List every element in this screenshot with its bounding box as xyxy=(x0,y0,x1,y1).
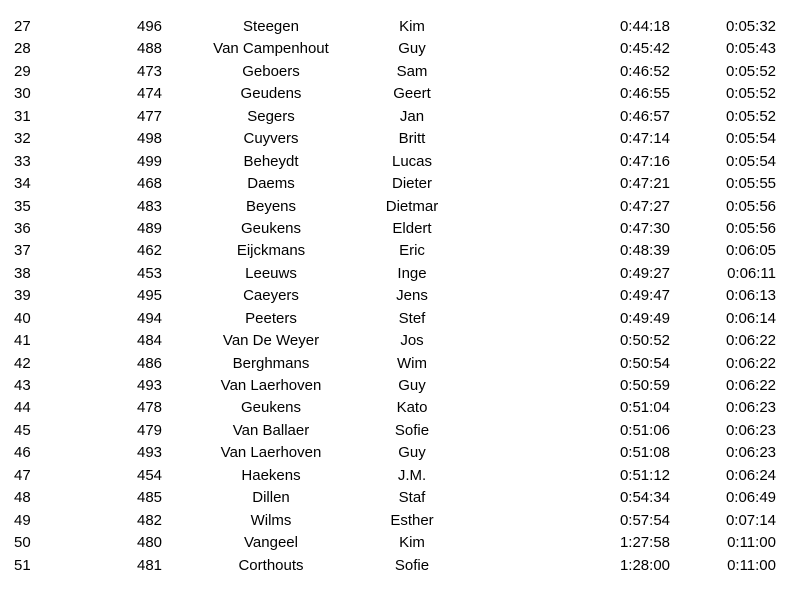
place-cell: 32 xyxy=(14,130,31,148)
last-name-cell: Cuyvers xyxy=(243,130,299,148)
last-name-cell: Caeyers xyxy=(243,287,299,305)
place-cell: 36 xyxy=(14,219,31,237)
bib-cell: 493 xyxy=(137,377,163,394)
time-cell: 0:50:54 xyxy=(619,354,670,372)
bib-cell: 454 xyxy=(137,466,163,484)
last-name-cell: Geukens xyxy=(240,399,302,417)
table-row xyxy=(0,218,807,240)
place-cell: 44 xyxy=(14,399,31,417)
last-name-cell: Leeuws xyxy=(245,264,297,282)
first-name-cell: Sofie xyxy=(394,421,430,439)
table-row xyxy=(0,510,807,532)
table-row xyxy=(0,128,807,150)
table-row xyxy=(0,487,807,509)
place-cell: 45 xyxy=(14,421,31,439)
first-name-cell: Dietmar xyxy=(385,197,439,215)
bib-cell: 478 xyxy=(137,399,163,417)
place-cell: 28 xyxy=(14,40,31,58)
last-name-cell: Beheydt xyxy=(243,152,299,170)
pace-cell: 0:06:13 xyxy=(725,287,776,305)
pace-cell: 0:06:49 xyxy=(725,489,776,507)
first-name-cell: J.M. xyxy=(397,466,427,484)
last-name-cell: Van Campenhout xyxy=(213,40,329,58)
last-name-cell: Geboers xyxy=(242,62,300,80)
time-cell: 0:47:27 xyxy=(619,197,670,215)
table-row xyxy=(0,83,807,105)
time-cell: 0:46:52 xyxy=(619,62,670,80)
place-cell: 51 xyxy=(14,556,31,574)
place-cell: 39 xyxy=(14,287,31,305)
bib-cell: 473 xyxy=(137,62,163,80)
table-row xyxy=(0,106,807,128)
time-cell: 0:47:21 xyxy=(619,175,670,193)
table-row xyxy=(0,38,807,60)
pace-cell: 0:06:14 xyxy=(725,309,776,327)
first-name-cell: Eric xyxy=(399,242,425,260)
bib-cell: 481 xyxy=(137,556,163,574)
bib-cell: 499 xyxy=(137,152,163,170)
time-cell: 0:54:34 xyxy=(619,489,670,507)
table-row xyxy=(0,173,807,195)
first-name-cell: Geert xyxy=(393,85,431,103)
first-name-cell: Inge xyxy=(397,264,427,282)
bib-cell: 494 xyxy=(137,309,163,327)
table-row xyxy=(0,420,807,442)
table-row xyxy=(0,196,807,218)
time-cell: 0:49:27 xyxy=(619,264,670,282)
last-name-cell: Haekens xyxy=(241,466,301,484)
time-cell: 1:27:58 xyxy=(619,534,670,552)
pace-cell: 0:06:22 xyxy=(725,332,776,350)
table-row xyxy=(0,330,807,352)
bib-cell: 485 xyxy=(137,489,163,507)
bib-cell: 496 xyxy=(137,18,163,35)
bib-cell: 498 xyxy=(137,130,163,148)
place-cell: 48 xyxy=(14,489,31,507)
last-name-cell: Berghmans xyxy=(232,354,310,372)
last-name-cell: Peeters xyxy=(245,309,297,327)
place-cell: 35 xyxy=(14,197,31,215)
pace-cell: 0:05:52 xyxy=(725,62,776,80)
place-cell: 31 xyxy=(14,107,31,125)
first-name-cell: Dieter xyxy=(391,175,433,193)
pace-cell: 0:06:23 xyxy=(725,444,776,462)
time-cell: 0:49:49 xyxy=(619,309,670,327)
last-name-cell: Daems xyxy=(247,175,295,193)
bib-cell: 477 xyxy=(137,107,163,125)
bib-cell: 488 xyxy=(137,40,163,58)
results-table xyxy=(0,16,807,577)
bib-cell: 453 xyxy=(137,264,163,282)
first-name-cell: Kim xyxy=(399,534,425,552)
pace-cell: 0:06:24 xyxy=(725,466,776,484)
time-cell: 0:50:59 xyxy=(619,377,670,394)
table-row xyxy=(0,397,807,419)
table-row xyxy=(0,532,807,554)
place-cell: 47 xyxy=(14,466,31,484)
first-name-cell: Sofie xyxy=(394,556,430,574)
table-row xyxy=(0,16,807,38)
pace-cell: 0:06:05 xyxy=(725,242,776,260)
first-name-cell: Jan xyxy=(399,107,425,125)
place-cell: 43 xyxy=(14,377,31,394)
time-cell: 0:49:47 xyxy=(619,287,670,305)
table-row xyxy=(0,263,807,285)
first-name-cell: Stef xyxy=(398,309,426,327)
bib-cell: 482 xyxy=(137,511,163,529)
last-name-cell: Van Laerhoven xyxy=(220,377,322,394)
place-cell: 40 xyxy=(14,309,31,327)
last-name-cell: Corthouts xyxy=(238,556,304,574)
time-cell: 0:46:57 xyxy=(619,107,670,125)
first-name-cell: Guy xyxy=(398,444,426,462)
last-name-cell: Steegen xyxy=(243,18,299,35)
bib-cell: 486 xyxy=(137,354,163,372)
last-name-cell: Vangeel xyxy=(244,534,298,552)
last-name-cell: Beyens xyxy=(245,197,297,215)
first-name-cell: Guy xyxy=(398,377,426,394)
place-cell: 42 xyxy=(14,354,31,372)
place-cell: 29 xyxy=(14,62,31,80)
place-cell: 34 xyxy=(14,175,31,193)
time-cell: 0:44:18 xyxy=(619,18,670,35)
bib-cell: 468 xyxy=(137,175,163,193)
first-name-cell: Lucas xyxy=(391,152,433,170)
last-name-cell: Geukens xyxy=(240,219,302,237)
pace-cell: 0:07:14 xyxy=(725,511,776,529)
place-cell: 49 xyxy=(14,511,31,529)
bib-cell: 489 xyxy=(137,219,163,237)
first-name-cell: Jens xyxy=(396,287,428,305)
bib-cell: 483 xyxy=(137,197,163,215)
place-cell: 37 xyxy=(14,242,31,260)
bib-cell: 462 xyxy=(137,242,163,260)
bib-cell: 479 xyxy=(137,421,163,439)
table-row xyxy=(0,442,807,464)
table-row xyxy=(0,465,807,487)
time-cell: 0:51:08 xyxy=(619,444,670,462)
pace-cell: 0:05:52 xyxy=(725,107,776,125)
pace-cell: 0:05:54 xyxy=(725,130,776,148)
pace-cell: 0:06:22 xyxy=(725,377,776,394)
place-cell: 50 xyxy=(14,534,31,552)
pace-cell: 0:06:23 xyxy=(725,421,776,439)
first-name-cell: Wim xyxy=(397,354,427,372)
table-row xyxy=(0,353,807,375)
last-name-cell: Geudens xyxy=(240,85,302,103)
pace-cell: 0:06:22 xyxy=(725,354,776,372)
first-name-cell: Sam xyxy=(396,62,428,80)
place-cell: 38 xyxy=(14,264,31,282)
time-cell: 1:28:00 xyxy=(619,556,670,574)
time-cell: 0:47:16 xyxy=(619,152,670,170)
last-name-cell: Van Ballaer xyxy=(232,421,310,439)
time-cell: 0:51:12 xyxy=(619,466,670,484)
first-name-cell: Jos xyxy=(400,332,424,350)
pace-cell: 0:05:43 xyxy=(725,40,776,58)
bib-cell: 474 xyxy=(137,85,163,103)
pace-cell: 0:11:00 xyxy=(727,534,776,552)
first-name-cell: Guy xyxy=(398,40,426,58)
time-cell: 0:46:55 xyxy=(619,85,670,103)
bib-cell: 495 xyxy=(137,287,163,305)
bib-cell: 493 xyxy=(137,444,163,462)
first-name-cell: Britt xyxy=(398,130,426,148)
first-name-cell: Staf xyxy=(398,489,426,507)
table-row xyxy=(0,240,807,262)
place-cell: 41 xyxy=(14,332,31,350)
bib-cell: 480 xyxy=(137,534,163,552)
time-cell: 0:47:30 xyxy=(619,219,670,237)
table-row xyxy=(0,61,807,83)
pace-cell: 0:05:55 xyxy=(725,175,776,193)
last-name-cell: Wilms xyxy=(250,511,292,529)
last-name-cell: Van De Weyer xyxy=(222,332,320,350)
pace-cell: 0:05:56 xyxy=(725,197,776,215)
time-cell: 0:51:04 xyxy=(619,399,670,417)
time-cell: 0:50:52 xyxy=(619,332,670,350)
time-cell: 0:51:06 xyxy=(619,421,670,439)
table-row xyxy=(0,151,807,173)
first-name-cell: Esther xyxy=(390,511,434,529)
pace-cell: 0:05:32 xyxy=(725,18,776,35)
first-name-cell: Kato xyxy=(396,399,428,417)
place-cell: 33 xyxy=(14,152,31,170)
pace-cell: 0:05:56 xyxy=(725,219,776,237)
last-name-cell: Eijckmans xyxy=(236,242,306,260)
time-cell: 0:45:42 xyxy=(619,40,670,58)
time-cell: 0:57:54 xyxy=(619,511,670,529)
place-cell: 30 xyxy=(14,85,31,103)
pace-cell: 0:06:11 xyxy=(727,264,776,282)
time-cell: 0:47:14 xyxy=(619,130,670,148)
table-row xyxy=(0,285,807,307)
bib-cell: 484 xyxy=(137,332,163,350)
pace-cell: 0:05:52 xyxy=(725,85,776,103)
place-cell: 27 xyxy=(14,18,31,35)
place-cell: 46 xyxy=(14,444,31,462)
first-name-cell: Kim xyxy=(399,18,425,35)
last-name-cell: Dillen xyxy=(252,489,290,507)
last-name-cell: Segers xyxy=(247,107,295,125)
table-row xyxy=(0,375,807,397)
table-row xyxy=(0,308,807,330)
pace-cell: 0:05:54 xyxy=(725,152,776,170)
table-row xyxy=(0,555,807,577)
last-name-cell: Van Laerhoven xyxy=(220,444,322,462)
time-cell: 0:48:39 xyxy=(619,242,670,260)
pace-cell: 0:11:00 xyxy=(727,556,776,574)
pace-cell: 0:06:23 xyxy=(725,399,776,417)
first-name-cell: Eldert xyxy=(392,219,432,237)
